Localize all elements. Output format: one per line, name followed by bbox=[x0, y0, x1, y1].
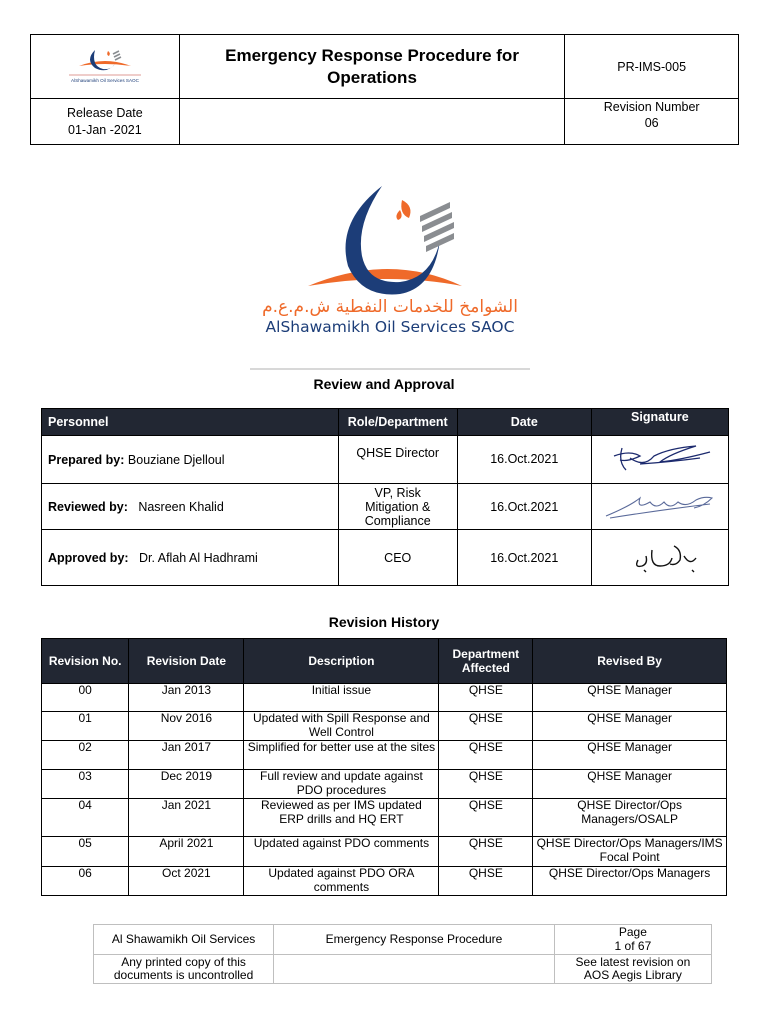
document-header bbox=[30, 34, 739, 145]
col-date: Date bbox=[457, 409, 591, 436]
footer-doc-name: Emergency Response Procedure bbox=[274, 925, 555, 955]
revision-description: Full review and update against PDO procedures bbox=[244, 770, 439, 799]
approval-header-row bbox=[42, 409, 729, 436]
release-date-label: Release Date bbox=[66, 105, 143, 120]
table-row bbox=[42, 837, 727, 867]
revision-date: Dec 2019 bbox=[129, 770, 244, 799]
table-row bbox=[42, 712, 727, 741]
revision-no: 06 bbox=[42, 867, 129, 896]
revision-description: Reviewed as per IMS updated ERP drills and HQ ERT bbox=[244, 799, 439, 837]
approval-row bbox=[42, 530, 729, 586]
table-row bbox=[42, 770, 727, 799]
revision-department: QHSE bbox=[439, 837, 533, 867]
approved-by-date: 16.Oct.2021 bbox=[457, 530, 591, 586]
revision-description: Updated against PDO ORA comments bbox=[244, 867, 439, 896]
revision-department: QHSE bbox=[439, 684, 533, 712]
prepared-by-cell bbox=[42, 436, 339, 484]
revision-date: Nov 2016 bbox=[129, 712, 244, 741]
revision-number-cell bbox=[565, 99, 739, 145]
approved-by-name: Dr. Aflah Al Hadhrami bbox=[138, 550, 258, 565]
table-row bbox=[42, 799, 727, 837]
revision-by: QHSE Manager bbox=[533, 712, 727, 741]
revision-description: Updated against PDO comments bbox=[244, 837, 439, 867]
footer-page-label: Page bbox=[618, 925, 647, 939]
revision-number-value: 06 bbox=[644, 116, 659, 130]
footer-uncontrolled-note: Any printed copy of this documents is uncontrolled bbox=[94, 955, 274, 984]
col-signature: Signature bbox=[591, 409, 728, 436]
revision-date: April 2021 bbox=[129, 837, 244, 867]
revision-description: Updated with Spill Response and Well Control bbox=[244, 712, 439, 741]
approval-row bbox=[42, 436, 729, 484]
approval-table bbox=[41, 408, 729, 586]
revision-no: 05 bbox=[42, 837, 129, 867]
col-description: Description bbox=[244, 639, 439, 684]
approved-by-cell bbox=[42, 530, 339, 586]
revision-number-label: Revision Number bbox=[603, 100, 700, 114]
prepared-by-role: QHSE Director bbox=[338, 436, 457, 484]
revision-history-title: Revision History bbox=[328, 614, 440, 630]
reviewed-by-cell bbox=[42, 484, 339, 530]
signature-image bbox=[600, 536, 720, 576]
table-row bbox=[42, 684, 727, 712]
header-title-cell bbox=[179, 35, 565, 99]
revision-department: QHSE bbox=[439, 741, 533, 770]
revision-department: QHSE bbox=[439, 867, 533, 896]
col-revision-date: Revision Date bbox=[129, 639, 244, 684]
history-header-row bbox=[42, 639, 727, 684]
approved-by-role: CEO bbox=[338, 530, 457, 586]
approved-by-signature bbox=[591, 530, 728, 586]
footer-company: Al Shawamikh Oil Services bbox=[94, 925, 274, 955]
prepared-by-date: 16.Oct.2021 bbox=[457, 436, 591, 484]
page-footer bbox=[93, 924, 712, 984]
prepared-by-name: Bouziane Djelloul bbox=[127, 452, 225, 467]
prepared-by-label: Prepared by: bbox=[48, 452, 125, 467]
footer-latest-revision: See latest revision on AOS Aegis Library bbox=[554, 955, 711, 984]
approval-row bbox=[42, 484, 729, 530]
col-revised-by: Revised By bbox=[533, 639, 727, 684]
revision-by: QHSE Manager bbox=[533, 770, 727, 799]
revision-no: 02 bbox=[42, 741, 129, 770]
revision-no: 01 bbox=[42, 712, 129, 741]
review-approval-title: Review and Approval bbox=[313, 376, 455, 392]
reviewed-by-role: VP, Risk Mitigation & Compliance bbox=[338, 484, 457, 530]
revision-department: QHSE bbox=[439, 770, 533, 799]
revision-date: Jan 2021 bbox=[129, 799, 244, 837]
revision-department: QHSE bbox=[439, 712, 533, 741]
revision-by: QHSE Director/Ops Managers bbox=[533, 867, 727, 896]
col-revision-no: Revision No. bbox=[42, 639, 129, 684]
company-logo-small bbox=[65, 42, 145, 88]
revision-no: 00 bbox=[42, 684, 129, 712]
col-personnel: Personnel bbox=[42, 409, 339, 436]
revision-no: 04 bbox=[42, 799, 129, 837]
revision-by: QHSE Manager bbox=[533, 741, 727, 770]
header-logo-cell bbox=[31, 35, 180, 99]
reviewed-by-signature bbox=[591, 484, 728, 530]
revision-date: Jan 2017 bbox=[129, 741, 244, 770]
logo-arabic-name: الشوامخ للخدمات النفطية ش.م.ع.م bbox=[262, 297, 518, 317]
revision-date: Oct 2021 bbox=[129, 867, 244, 896]
approved-by-label: Approved by: bbox=[48, 550, 129, 565]
table-row bbox=[42, 741, 727, 770]
revision-department: QHSE bbox=[439, 799, 533, 837]
document-title: Emergency Response Procedure for Operations bbox=[225, 45, 519, 87]
signature-image bbox=[600, 488, 720, 522]
revision-description: Initial issue bbox=[244, 684, 439, 712]
footer-page-number: 1 of 67 bbox=[614, 938, 652, 953]
col-role: Role/Department bbox=[338, 409, 457, 436]
prepared-by-signature bbox=[591, 436, 728, 484]
revision-history-table bbox=[41, 638, 727, 896]
revision-description: Simplified for better use at the sites bbox=[244, 741, 439, 770]
logo-english-name: AlShawamikh Oil Services SAOC bbox=[265, 318, 515, 336]
col-department: Department Affected bbox=[439, 639, 533, 684]
signature-image bbox=[600, 440, 720, 476]
revision-date: Jan 2013 bbox=[129, 684, 244, 712]
company-logo-large bbox=[250, 160, 530, 370]
revision-by: QHSE Director/Ops Managers/OSALP bbox=[533, 799, 727, 837]
release-date-cell bbox=[31, 99, 180, 145]
release-date-value: 01-Jan -2021 bbox=[68, 122, 142, 137]
svg-text:AlShawamikh Oil Services SAOC: AlShawamikh Oil Services SAOC bbox=[70, 78, 139, 83]
revision-by: QHSE Director/Ops Managers/IMS Focal Point bbox=[533, 837, 727, 867]
reviewed-by-name: Nasreen Khalid bbox=[138, 499, 224, 514]
header-empty-cell bbox=[179, 99, 565, 145]
footer-empty-cell bbox=[274, 955, 555, 984]
table-row bbox=[42, 867, 727, 896]
reviewed-by-date: 16.Oct.2021 bbox=[457, 484, 591, 530]
revision-no: 03 bbox=[42, 770, 129, 799]
revision-by: QHSE Manager bbox=[533, 684, 727, 712]
doc-code: PR-IMS-005 bbox=[565, 35, 739, 99]
footer-page-cell bbox=[554, 925, 711, 955]
reviewed-by-label: Reviewed by: bbox=[48, 499, 128, 514]
